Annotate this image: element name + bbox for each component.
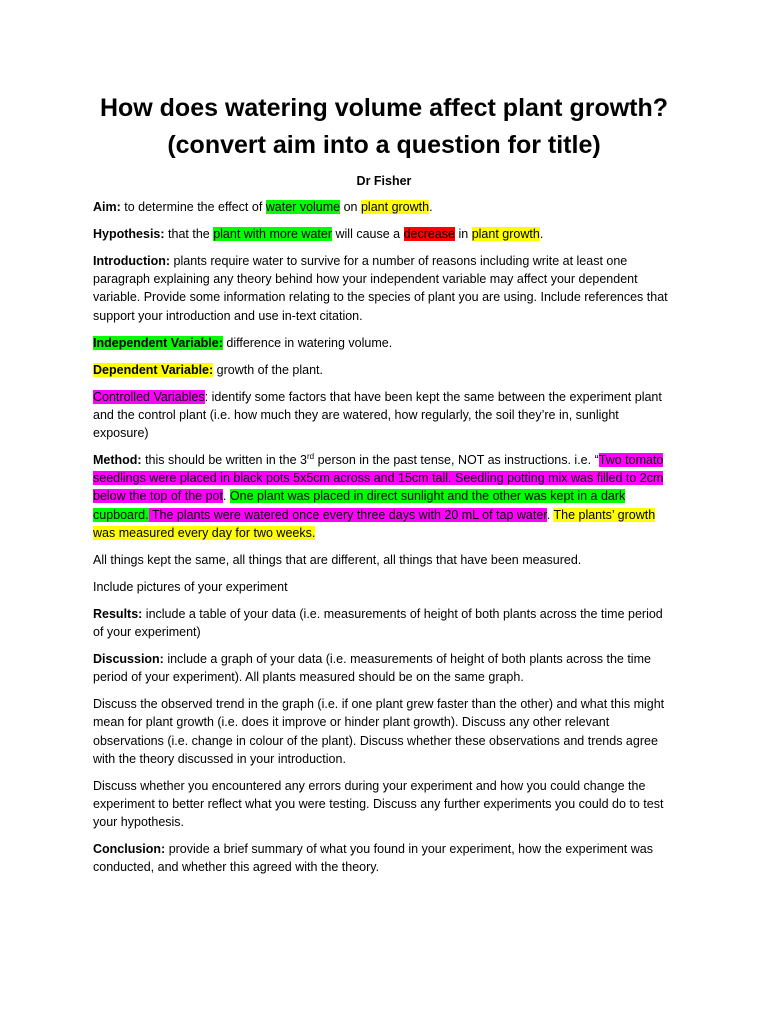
hypothesis-highlight-decrease: decrease <box>403 227 456 241</box>
hypothesis-highlight-more-water: plant with more water <box>213 227 333 241</box>
conclusion-label: Conclusion: <box>93 842 166 857</box>
aim-pre: to determine the effect of <box>120 200 266 214</box>
discussion-text: include a graph of your data (i.e. measurements of height of both plants across the time period of your experiment). All plants measured should be on the same graph. <box>93 652 651 685</box>
hypothesis-paragraph <box>93 225 675 243</box>
conclusion-text: provide a brief summary of what you found in your experiment, how the experiment was conducted, and whether this agreed with the theory. <box>93 842 653 875</box>
page-title: How does watering volume affect plant growth? (convert aim into a question for title) <box>99 94 669 159</box>
things-kept-paragraph: All things kept the same, all things that are different, all things that have been measured. <box>93 552 582 567</box>
aim-highlight-water-volume: water volume <box>265 200 341 214</box>
dependent-variable-paragraph <box>93 361 675 379</box>
hypothesis-label: Hypothesis: <box>93 227 165 241</box>
method-paragraph <box>93 451 675 542</box>
dependent-variable-text: growth of the plant. <box>213 362 323 377</box>
aim-end: . <box>429 200 433 214</box>
hypothesis-end: . <box>539 227 544 241</box>
author: Dr Fisher <box>356 174 412 188</box>
introduction-paragraph <box>93 252 675 325</box>
method-highlight-watering: The plants were watered once every three days with 20 mL of tap water <box>148 507 547 522</box>
method-highlight-sunlight: One plant was placed in direct sunlight and the other was kept in a dark cupboard. <box>93 489 626 522</box>
aim-highlight-plant-growth: plant growth <box>360 200 430 214</box>
method-post: person in the past tense, NOT as instructions. i.e. “ <box>314 453 599 468</box>
hypothesis-highlight-plant-growth: plant growth <box>471 227 540 241</box>
conclusion-paragraph <box>93 840 675 876</box>
independent-variable-paragraph <box>93 334 675 352</box>
method-highlight-setup: Two tomato seedlings were placed in black pots 5x5cm across and 15cm tall. Seedling potting mix was filled to 2cm below the top of the pot <box>93 453 664 504</box>
dependent-variable-label: Dependent Variable: <box>93 362 214 377</box>
method-highlight-measurement: The plants’ growth was measured every day for two weeks. <box>93 507 656 540</box>
include-pictures-paragraph: Include pictures of your experiment <box>93 579 288 594</box>
hypothesis-pre: that the <box>164 227 214 241</box>
method-sep2: . <box>546 507 554 522</box>
discuss-trend-paragraph: Discuss the observed trend in the graph (i.e. if one plant grew faster than the other) and what this might mean for plant growth (i.e. does it improve or hinder plant growth). Discuss any other relevant observations (i.e. change in colour of the plant). Discuss whether these observations and trends agree with the theory discussed in your introduction. <box>93 697 665 766</box>
discussion-label: Discussion: <box>93 652 164 667</box>
hypothesis-mid1: will cause a <box>332 227 404 241</box>
aim-paragraph <box>93 198 675 216</box>
aim-mid: on <box>340 200 361 214</box>
aim-label: Aim: <box>93 200 121 214</box>
results-paragraph <box>93 605 675 641</box>
introduction-text: plants require water to survive for a number of reasons including write at least one paragraph explaining any theory behind how your independent variable may affect your dependent variable. Provide some information relating to the species of plant you are using. Include references that support your introduction and use in-text citation. <box>93 254 668 323</box>
hypothesis-mid2: in <box>455 227 472 241</box>
introduction-label: Introduction: <box>93 254 171 268</box>
method-superscript: rd <box>306 451 315 461</box>
controlled-variables-paragraph <box>93 388 675 443</box>
method-pre: this should be written in the 3 <box>141 453 307 468</box>
controlled-variables-text: : identify some factors that have been kept the same between the experiment plant and the control plant (i.e. how much they are watered, how regularly, the soil they’re in, sunlight exposure) <box>93 389 662 441</box>
discuss-errors-paragraph: Discuss whether you encountered any errors during your experiment and how you could change the experiment to better reflect what you were testing. Discuss any further experiments you could do to test your hypothesis. <box>93 778 664 830</box>
independent-variable-text: difference in watering volume. <box>222 335 393 350</box>
independent-variable-label: Independent Variable: <box>93 335 223 350</box>
controlled-variables-label: Controlled Variables <box>93 389 205 404</box>
results-label: Results: <box>93 606 143 621</box>
results-text: include a table of your data (i.e. measurements of height of both plants across the time period of your experiment) <box>93 606 663 640</box>
method-sep1: . <box>222 489 230 504</box>
discussion-paragraph <box>93 650 675 686</box>
method-label: Method: <box>93 453 142 468</box>
